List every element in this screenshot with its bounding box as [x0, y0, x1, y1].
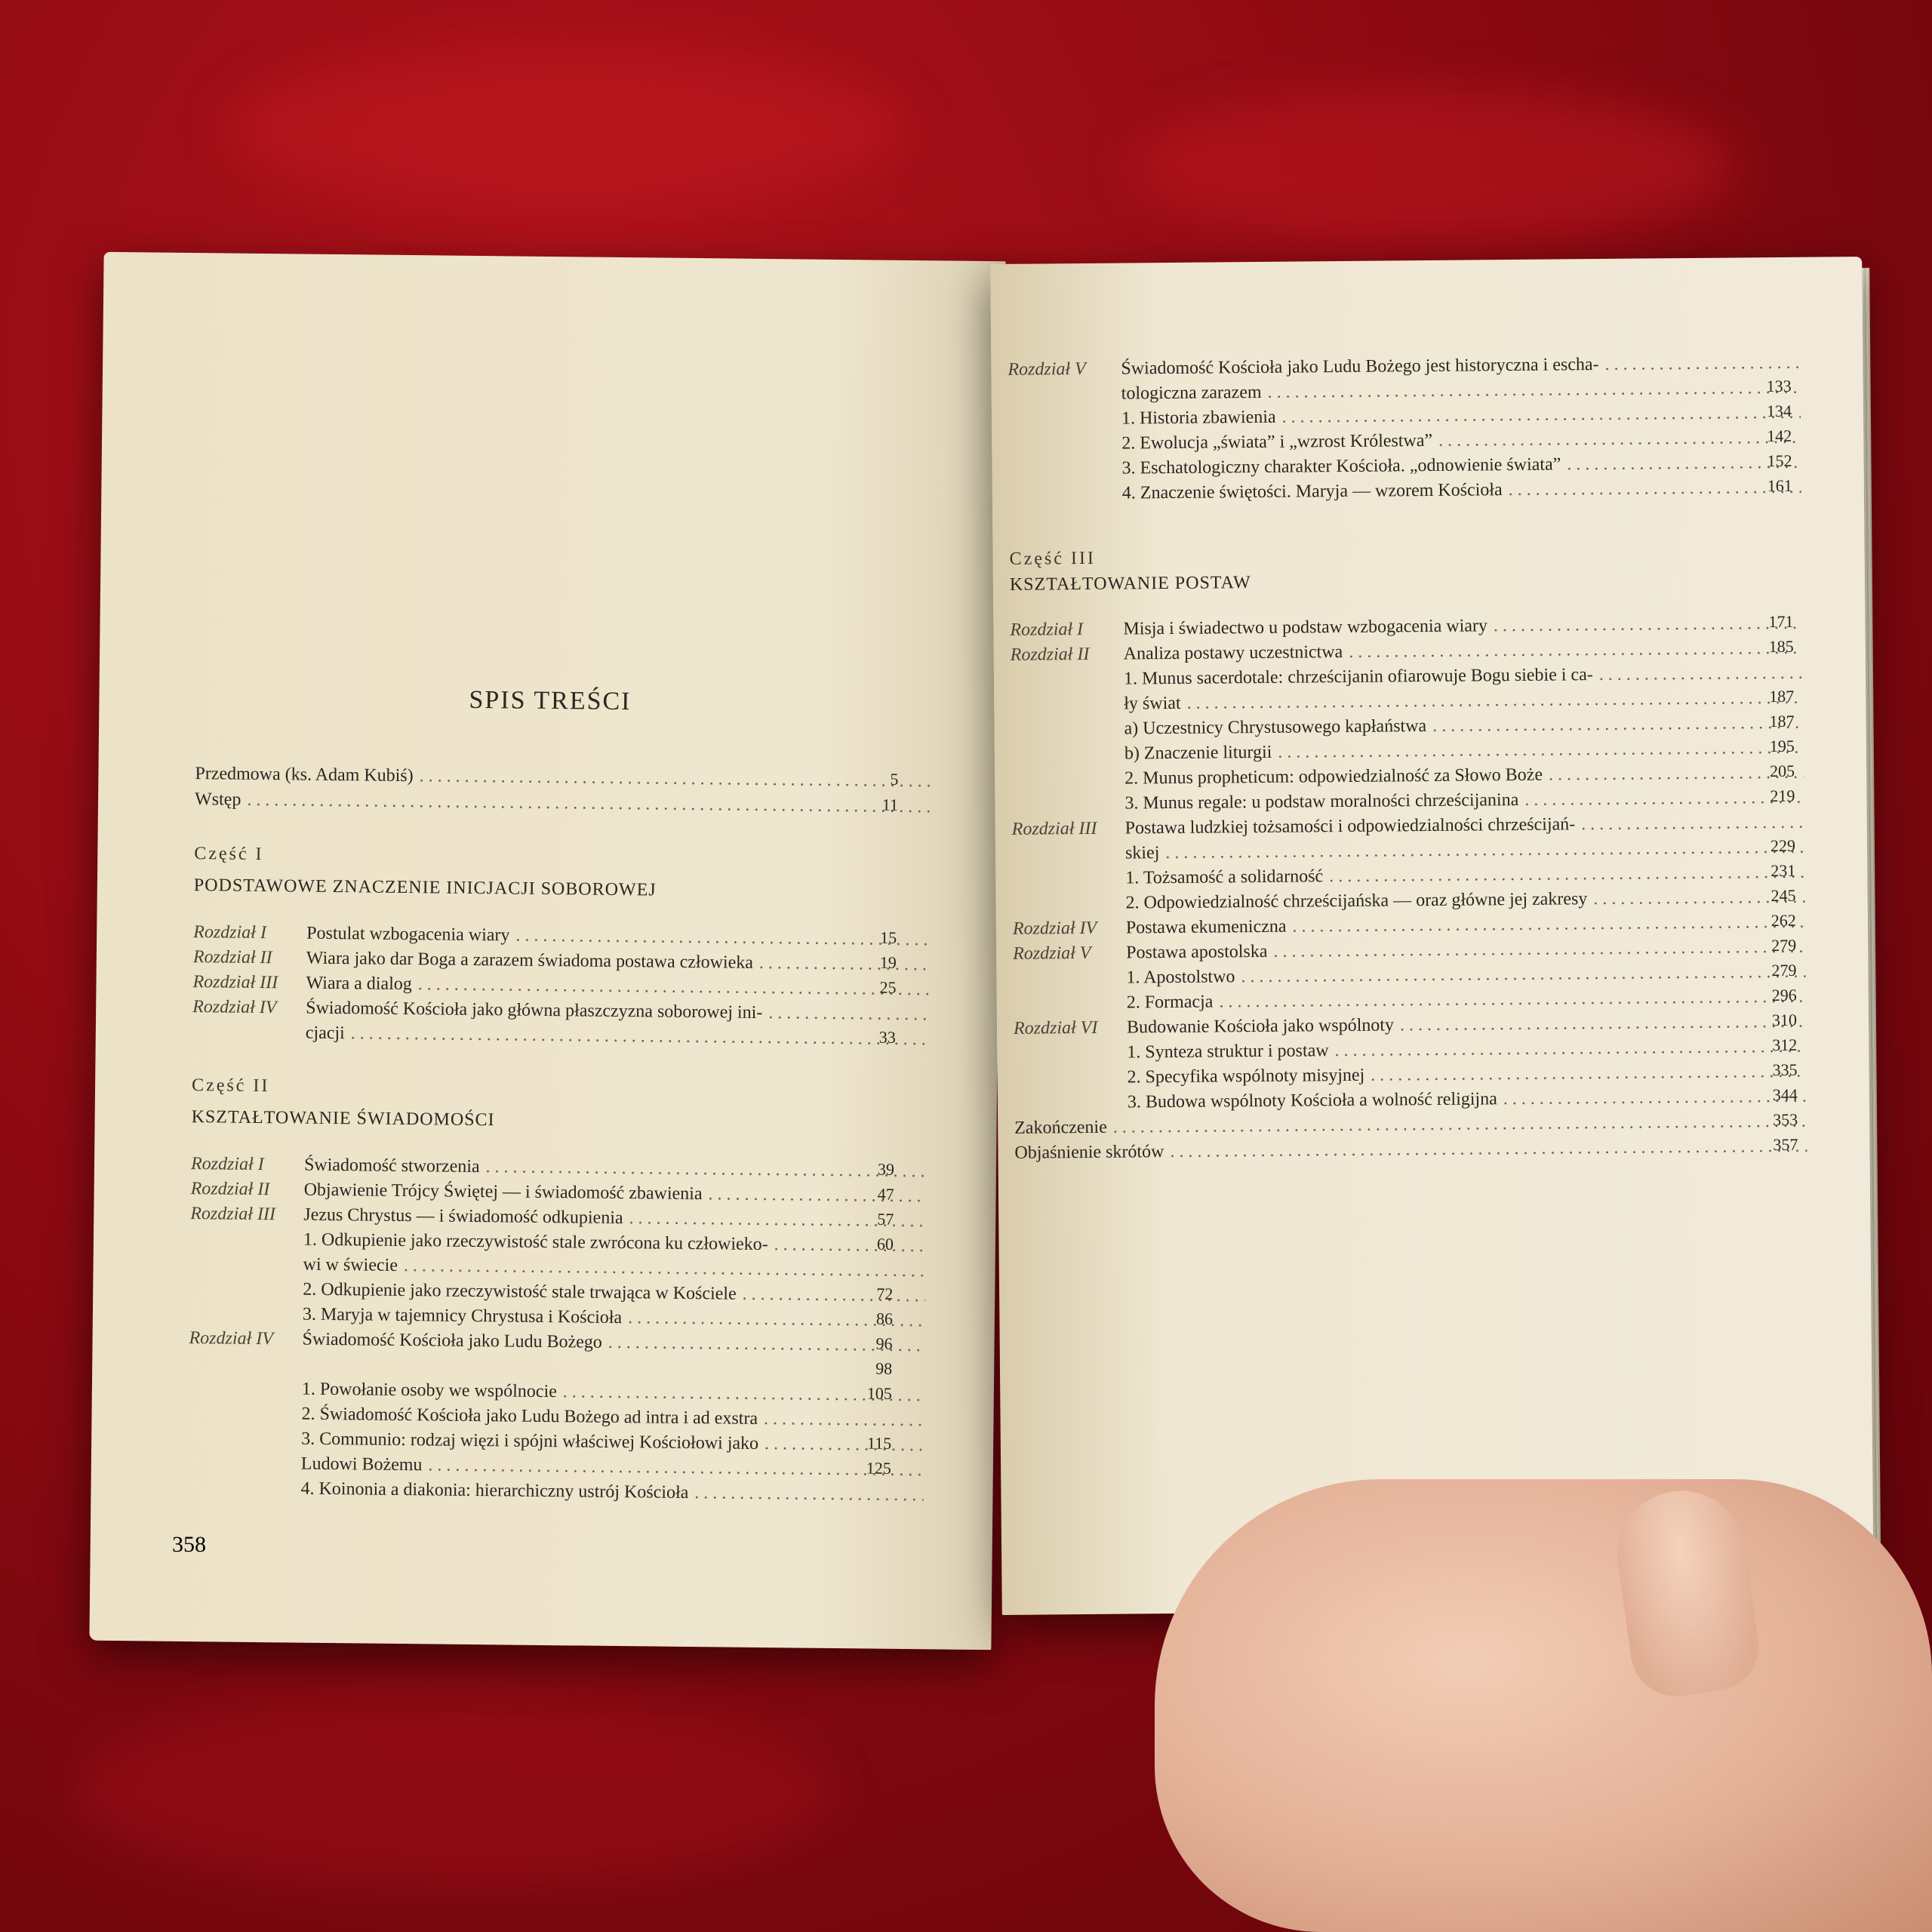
- chapter-label: Rozdział IV: [1012, 918, 1097, 939]
- toc-entry: [1014, 1135, 1807, 1164]
- toc-entry: [187, 1476, 923, 1506]
- entry-text: Wiara a dialog: [306, 973, 412, 995]
- chapter-label: [1012, 809, 1125, 810]
- toc-entry: [1008, 401, 1801, 431]
- chapter-label: [190, 1244, 303, 1245]
- page-ref: 5: [890, 769, 899, 789]
- part-label: Część I: [194, 844, 264, 865]
- entry-text: Objaśnienie skrótów: [1014, 1142, 1164, 1163]
- leader-dots: [694, 1481, 923, 1506]
- chapter-label: Rozdział III: [1011, 818, 1097, 839]
- entry-text: tologiczna zarazem: [1121, 382, 1262, 404]
- page-ref: 11: [881, 795, 899, 814]
- toc-entry: [195, 762, 931, 792]
- page-ref: 262: [1770, 910, 1796, 931]
- chapter-label: [189, 1352, 302, 1353]
- entry-text: 1. Synteza struktur i postaw: [1127, 1041, 1329, 1063]
- toc-entry: [1011, 786, 1804, 816]
- chapter-label: [1008, 399, 1121, 400]
- chapter-label: Rozdział III: [190, 1204, 276, 1225]
- chapter-label: [189, 1294, 303, 1295]
- leader-dots: [1278, 737, 1804, 764]
- chapter-label: [1008, 449, 1121, 450]
- chapter-label: Rozdział VI: [1013, 1017, 1098, 1038]
- part-label: Część II: [191, 1075, 270, 1097]
- entry-text: 1. Odkupienie jako rzeczywistość stale zwrócona ku człowieko-: [303, 1229, 768, 1255]
- entry-text: Przedmowa (ks. Adam Kubiś): [195, 764, 414, 786]
- page-ref: 25: [879, 977, 897, 997]
- toc-entry: [1011, 662, 1803, 691]
- chapter-label: Rozdział I: [193, 922, 267, 943]
- entry-text: 4. Koinonia a diakonia: hierarchiczny ustrój Kościoła: [300, 1478, 689, 1503]
- chapter-label: [1011, 734, 1124, 735]
- entry-text: 3. Budowa wspólnoty Kościoła a wolność religijna: [1127, 1089, 1497, 1112]
- chapter-label: [1011, 784, 1124, 785]
- leader-dots: [1581, 811, 1804, 836]
- chapter-label: [189, 1393, 302, 1395]
- chapter-label: Rozdział III: [192, 972, 278, 993]
- page-ref: 134: [1766, 401, 1792, 421]
- page-ref: 72: [876, 1284, 894, 1303]
- toc-entry: [1013, 936, 1805, 965]
- chapter-label: [189, 1318, 303, 1320]
- page-ref: 279: [1771, 960, 1797, 980]
- page-ref: 47: [877, 1184, 894, 1204]
- page-ref: 357: [1773, 1134, 1798, 1155]
- chapter-label: Rozdział I: [1010, 620, 1084, 640]
- part-title: KSZTAŁTOWANIE POSTAW: [1009, 573, 1251, 595]
- page-ref: 15: [880, 928, 897, 947]
- toc-entry: [1014, 1060, 1806, 1090]
- entry-text: Postawa apostolska: [1126, 941, 1268, 963]
- page-ref: 229: [1770, 835, 1796, 856]
- toc-entry: [1011, 761, 1804, 791]
- blanket-fold: [75, 1698, 830, 1887]
- chapter-label: [1009, 474, 1122, 475]
- toc-entry: [1008, 352, 1800, 381]
- entry-text: Świadomość Kościoła jako Ludu Bożego jest historyczna i escha-: [1121, 355, 1599, 379]
- page-ref: 142: [1767, 426, 1792, 446]
- entry-text: 1. Historia zbawienia: [1121, 407, 1276, 429]
- leader-dots: [759, 952, 929, 976]
- leader-dots: [764, 1407, 924, 1432]
- entry-text: cjacji: [305, 1023, 345, 1044]
- chapter-label: [1009, 499, 1122, 500]
- leader-dots: [1334, 1035, 1806, 1062]
- entry-text: b) Znaczenie liturgii: [1124, 742, 1272, 764]
- page-ref: 219: [1770, 786, 1795, 806]
- chapter-label: [1014, 1083, 1128, 1084]
- chapter-label: [188, 1468, 301, 1469]
- chapter-label: [190, 1269, 303, 1270]
- leader-dots: [764, 1432, 924, 1457]
- entry-text: 2. Odpowiedzialność chrześcijańska — oraz główne jej zakresy: [1125, 889, 1588, 913]
- entry-text: Ludowi Bożemu: [300, 1454, 423, 1475]
- entry-text: Postulat wzbogacenia wiary: [306, 923, 510, 946]
- toc-entry: [1014, 1011, 1806, 1040]
- toc-entry: [1012, 861, 1804, 891]
- page-ref: 115: [866, 1433, 892, 1453]
- entry-text: Postawa ekumeniczna: [1125, 916, 1287, 938]
- entry-text: 4. Znaczenie świętości. Maryja — wzorem Kościoła: [1121, 480, 1503, 503]
- entry-text: 2. Specyfika wspólnoty misyjnej: [1127, 1065, 1365, 1088]
- leader-dots: [1170, 1135, 1807, 1163]
- entry-text: Świadomość stworzenia: [303, 1155, 480, 1177]
- chapter-label: [1011, 759, 1124, 760]
- entry-text: wi w świecie: [303, 1254, 398, 1275]
- entry-text: Świadomość Kościoła jako Ludu Bożego: [302, 1329, 602, 1352]
- entry-text: 2. Formacja: [1126, 992, 1214, 1013]
- page-ref: 312: [1772, 1035, 1798, 1055]
- entry-text: 2. Munus propheticum: odpowiedzialność za Słowo Boże: [1124, 764, 1543, 789]
- entry-text: 1. Munus sacerdotale: chrześcijanin ofiarowuje Bogu siebie i ca-: [1123, 665, 1593, 689]
- chapter-label: [192, 1037, 306, 1038]
- entry-text: Misja i świadectwo u podstaw wzbogacenia wiary: [1123, 616, 1488, 639]
- toc-entry: [1014, 1110, 1807, 1140]
- leader-dots: [1371, 1060, 1807, 1087]
- leader-dots: [1604, 352, 1800, 376]
- entry-text: Jezus Chrystus — i świadomość odkupienia: [303, 1204, 623, 1229]
- toc-entry: [1014, 986, 1806, 1015]
- toc-title: SPIS TREŚCI: [469, 685, 632, 716]
- entry-text: ły świat: [1124, 693, 1181, 714]
- entry-text: 3. Maryja w tajemnicy Chrystusa i Kościoła: [302, 1304, 623, 1328]
- toc-entry: [1011, 687, 1803, 716]
- entry-text: Objawienie Trójcy Świętej — i świadomość zbawienia: [303, 1180, 703, 1204]
- page-ref: 57: [877, 1209, 894, 1229]
- page-number: 358: [172, 1532, 206, 1557]
- page-ref: 185: [1768, 636, 1794, 657]
- page-ref: 161: [1767, 475, 1792, 496]
- right-page: [990, 257, 1874, 1615]
- chapter-label: [1014, 983, 1127, 984]
- page-ref: 96: [875, 1334, 893, 1353]
- entry-text: 3. Eschatologiczny charakter Kościoła. „odnowienie świata”: [1121, 454, 1561, 478]
- entry-text: 1. Apostolstwo: [1126, 967, 1235, 988]
- toc-entry: [1012, 811, 1804, 841]
- blanket-fold: [226, 45, 906, 211]
- chapter-label: [188, 1418, 301, 1420]
- page-ref: 353: [1773, 1109, 1798, 1130]
- entry-text: 2. Świadomość Kościoła jako Ludu Bożego ad intra i ad exstra: [301, 1404, 758, 1429]
- leader-dots: [351, 1022, 928, 1051]
- entry-text: Postawa ludzkiej tożsamości i odpowiedzialności chrześcijań-: [1124, 814, 1576, 838]
- page-ref: 86: [875, 1309, 894, 1328]
- chapter-label: [1008, 424, 1121, 425]
- page-ref: 335: [1772, 1060, 1798, 1080]
- entry-text: Analiza postawy uczestnictwa: [1123, 642, 1343, 664]
- chapter-label: Rozdział V: [1008, 358, 1086, 380]
- left-page: [89, 252, 1005, 1650]
- toc-entry: [1011, 637, 1803, 666]
- entry-text: 3. Communio: rodzaj więzi i spójni właściwej Kościołowi jako: [301, 1429, 759, 1454]
- page-ref: 344: [1772, 1084, 1798, 1105]
- toc-entry: [189, 1327, 924, 1357]
- toc-entry: [1009, 476, 1801, 506]
- chapter-label: Rozdział V: [1013, 943, 1091, 964]
- leader-dots: [1241, 961, 1805, 989]
- toc-entry: [1011, 712, 1803, 741]
- chapter-label: [1011, 709, 1124, 710]
- entry-text: 2. Odkupienie jako rzeczywistość stale trwająca w Kościele: [303, 1279, 737, 1304]
- entry-text: Wstęp: [194, 789, 242, 810]
- leader-dots: [1349, 637, 1803, 663]
- leader-dots: [1165, 836, 1804, 864]
- page-ref: 33: [878, 1027, 896, 1047]
- entry-text: 3. Munus regale: u podstaw moralności chrześcijanina: [1124, 789, 1519, 814]
- toc-entry: [1014, 1035, 1806, 1065]
- page-ref: 105: [866, 1383, 893, 1403]
- page-ref: 171: [1768, 611, 1794, 632]
- page-ref: 60: [876, 1234, 894, 1254]
- entry-text: 1. Tożsamość a solidarność: [1125, 866, 1324, 888]
- entry-text: Budowanie Kościoła jako wspólnoty: [1126, 1015, 1395, 1038]
- chapter-label: [1014, 1008, 1127, 1009]
- toc-entry: [1013, 961, 1805, 990]
- leader-dots: [1113, 1110, 1807, 1139]
- entry-text: 1. Powołanie osoby we wspólnocie: [301, 1379, 557, 1402]
- chapter-label: Rozdział IV: [192, 997, 277, 1018]
- toc-entry: [1011, 737, 1804, 766]
- toc-entry: [195, 788, 931, 818]
- entry-text: Świadomość Kościoła jako główna płaszczyzna soborowej ini-: [306, 998, 763, 1023]
- leader-dots: [247, 789, 931, 818]
- leader-dots: [1432, 712, 1804, 737]
- page-ref: 296: [1771, 985, 1797, 1005]
- page-ref: 133: [1766, 376, 1792, 396]
- page-ref: 205: [1770, 761, 1795, 781]
- leader-dots: [1292, 911, 1805, 938]
- leader-dots: [404, 1254, 926, 1282]
- page-ref: 187: [1769, 711, 1795, 731]
- page-ref: 310: [1771, 1010, 1798, 1030]
- page-ref: 187: [1769, 686, 1795, 706]
- part-title: PODSTAWOWE ZNACZENIE INICJACJI SOBOROWEJ: [193, 875, 657, 900]
- toc-entry: [1012, 886, 1804, 915]
- leader-dots: [1329, 861, 1804, 888]
- page-ref: 39: [877, 1159, 895, 1179]
- toc-entry: [1010, 612, 1802, 641]
- toc-entry: [192, 1020, 928, 1051]
- page-ref: 152: [1767, 451, 1792, 471]
- leader-dots: [1400, 1011, 1806, 1037]
- leader-dots: [743, 1283, 926, 1308]
- chapter-label: Rozdział I: [190, 1154, 264, 1175]
- toc-entry: [1008, 377, 1801, 406]
- chapter-label: [1014, 1058, 1127, 1059]
- chapter-label: Rozdział IV: [189, 1328, 274, 1349]
- toc-entry: [1012, 836, 1804, 866]
- entry-text: Wiara jako dar Boga a zarazem świadoma postawa człowieka: [306, 948, 754, 973]
- leader-dots: [1219, 986, 1806, 1014]
- chapter-label: Rozdział II: [192, 947, 272, 968]
- page-ref: 125: [866, 1458, 891, 1478]
- hand: [1155, 1479, 1932, 1932]
- leader-dots: [1186, 687, 1803, 715]
- leader-dots: [768, 1001, 928, 1026]
- page-ref: 98: [875, 1358, 893, 1378]
- leader-dots: [1599, 662, 1803, 686]
- leader-dots: [1273, 936, 1805, 963]
- toc-entry: [1014, 1085, 1807, 1115]
- entry-text: Zakończenie: [1014, 1117, 1107, 1138]
- page-ref: 19: [879, 952, 897, 972]
- entry-text: 2. Ewolucja „świata” i „wzrost Królestwa”: [1121, 430, 1433, 454]
- blanket-fold: [1132, 91, 1736, 242]
- toc-entry: [1008, 451, 1801, 481]
- chapter-label: Rozdział II: [1010, 644, 1090, 665]
- part-title: KSZTAŁTOWANIE ŚWIADOMOŚCI: [191, 1107, 495, 1131]
- chapter-label: [188, 1443, 301, 1444]
- chapter-label: Rozdział II: [190, 1179, 270, 1200]
- page-ref: 195: [1769, 736, 1795, 756]
- entry-text: a) Uczestnicy Chrystusowego kapłaństwa: [1124, 716, 1427, 739]
- part-label: Część III: [1009, 548, 1097, 569]
- leader-dots: [1281, 401, 1801, 429]
- page-ref: 245: [1770, 885, 1796, 906]
- entry-text: skiej: [1124, 843, 1160, 863]
- page-ref: 279: [1771, 935, 1797, 955]
- toc-entry: [1013, 911, 1805, 940]
- toc-entry: [1008, 426, 1801, 456]
- chapter-label: [1014, 1108, 1128, 1109]
- chapter-label: [187, 1493, 300, 1494]
- leader-dots: [1267, 377, 1800, 404]
- page-ref: 231: [1770, 860, 1796, 881]
- chapter-label: [1012, 859, 1125, 860]
